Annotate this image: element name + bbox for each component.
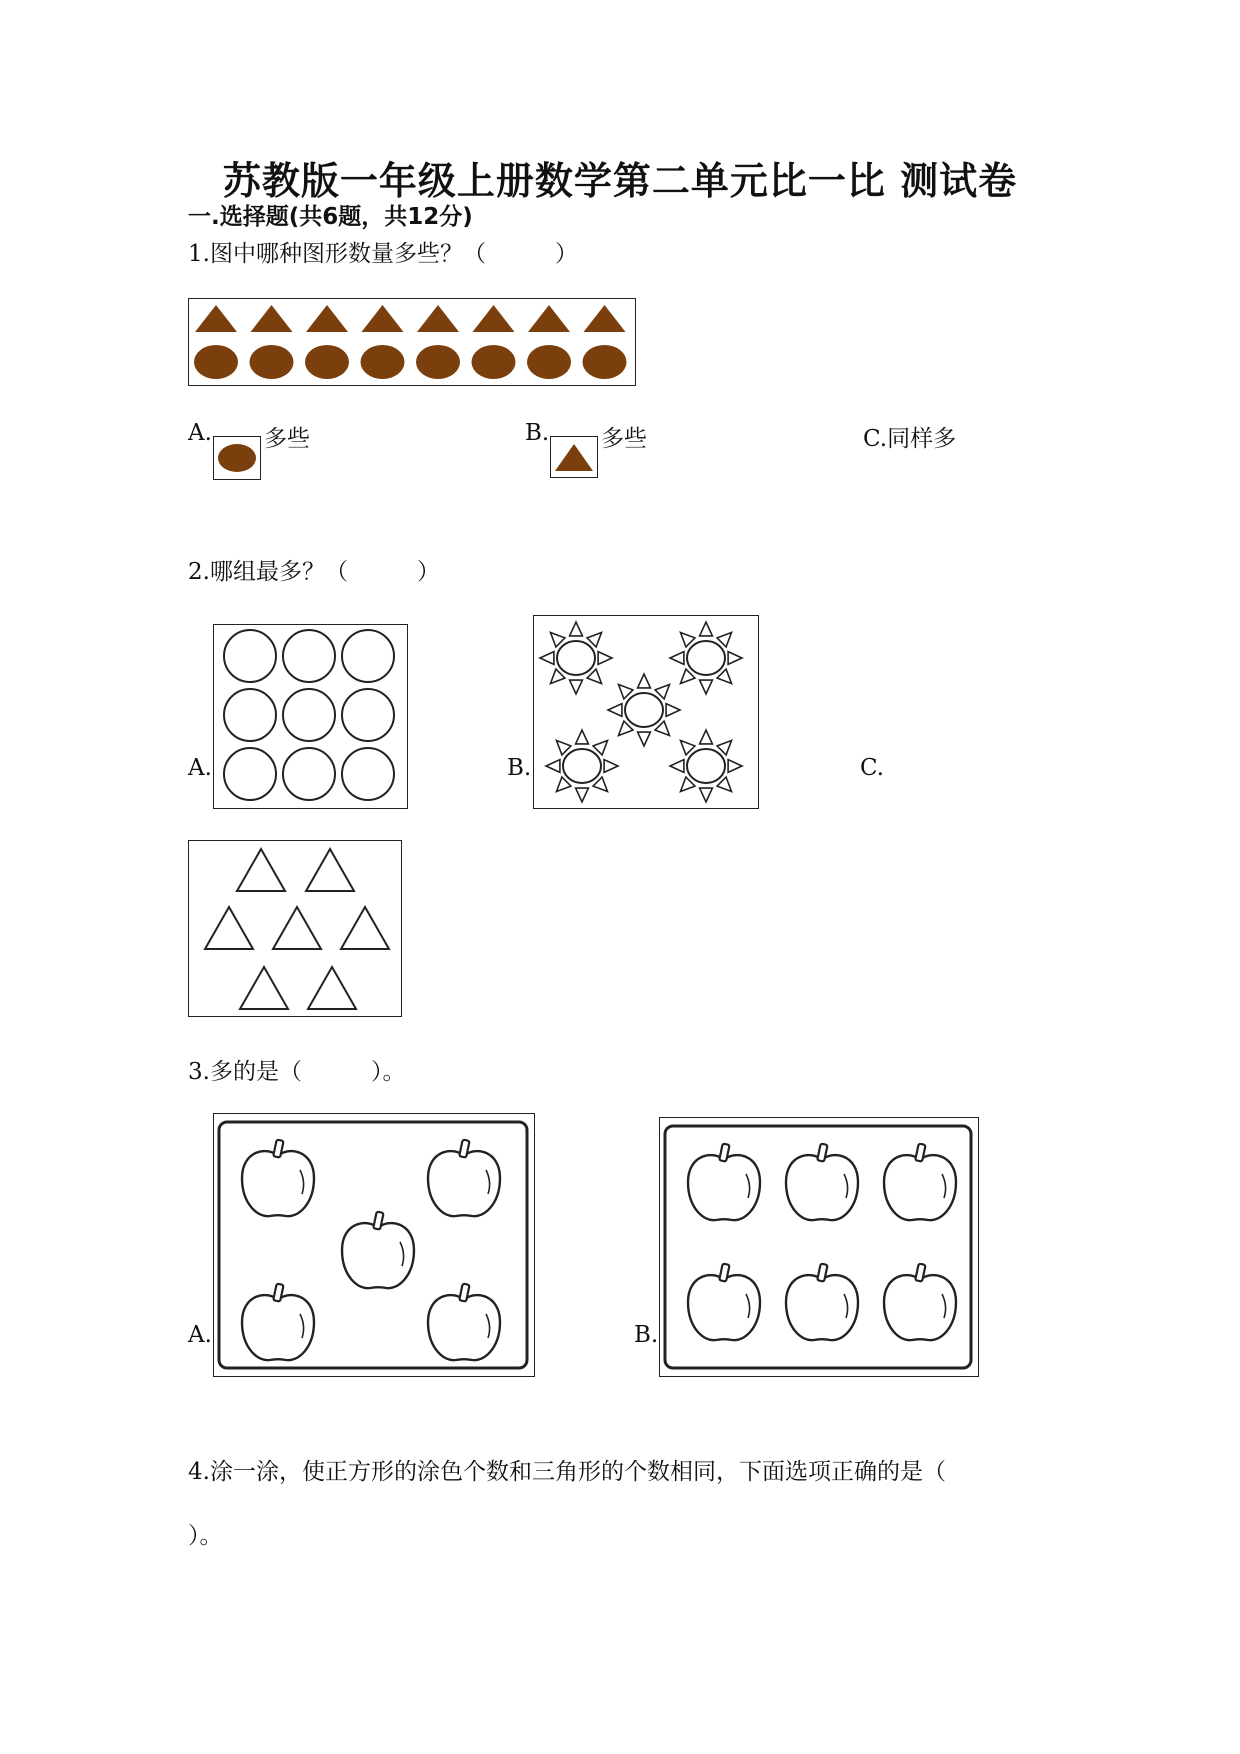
question-4	[188, 1453, 946, 1486]
q1-shapes-figure	[188, 298, 636, 386]
apple-icon	[884, 1264, 956, 1341]
question-4-continued: ）。	[188, 1523, 223, 1549]
option-text: 同样多	[887, 426, 957, 452]
apple-icon	[688, 1264, 760, 1341]
q3-apples-b-figure	[659, 1117, 979, 1377]
question-number: 3.	[188, 1059, 210, 1085]
sun-shape	[670, 622, 742, 694]
circle-shape	[305, 345, 349, 379]
q2-option-a[interactable]: A.	[188, 755, 212, 781]
sun-shape	[608, 674, 680, 746]
circle-shape	[527, 345, 571, 379]
triangle-shape	[237, 849, 285, 891]
apple-icon	[786, 1264, 858, 1341]
q2-circles-figure	[213, 624, 408, 809]
question-2	[188, 553, 440, 586]
q2-option-c[interactable]: C.	[860, 755, 885, 781]
option-letter: C.	[863, 426, 888, 452]
triangle-shape	[308, 967, 356, 1009]
circle-shape	[583, 345, 627, 379]
triangle-shape	[417, 305, 459, 332]
circle-shape	[224, 630, 276, 682]
q1-option-c[interactable]	[863, 420, 956, 453]
circle-shape	[283, 630, 335, 682]
circle-shape	[194, 345, 238, 379]
question-text: 图中哪种图形数量多些？（ ）	[209, 241, 578, 267]
apple-icon	[688, 1144, 760, 1221]
circle-shape	[250, 345, 294, 379]
q1-option-b-text: 多些	[601, 426, 647, 452]
apple-icon	[428, 1140, 500, 1217]
triangle-shape	[306, 849, 354, 891]
q3-apples-a-figure	[213, 1113, 535, 1377]
triangle-shape	[205, 907, 253, 949]
question-number: 4.	[188, 1459, 210, 1485]
apple-icon	[786, 1144, 858, 1221]
option-letter: A.	[188, 420, 212, 446]
sun-shape	[670, 730, 742, 802]
section-heading: 一.选择题(共6题，共12分)	[188, 204, 473, 230]
q3-option-b[interactable]: B.	[634, 1322, 659, 1348]
triangle-shape	[240, 967, 288, 1009]
circle-shape	[283, 689, 335, 741]
apple-icon	[242, 1284, 314, 1361]
question-number: 2.	[188, 559, 210, 585]
circle-shape	[283, 748, 335, 800]
triangle-shape	[251, 305, 293, 332]
triangle-shape	[306, 305, 348, 332]
triangle-shape	[362, 305, 404, 332]
triangle-shape	[528, 305, 570, 332]
circle-shape	[472, 345, 516, 379]
apple-icon	[428, 1284, 500, 1361]
apple-icon	[242, 1140, 314, 1217]
circle-shape	[342, 630, 394, 682]
question-text: 涂一涂，使正方形的涂色个数和三角形的个数相同，下面选项正确的是（	[209, 1459, 946, 1485]
triangle-shape	[341, 907, 389, 949]
apple-icon	[884, 1144, 956, 1221]
triangle-shape	[584, 305, 626, 332]
triangle-shape	[195, 305, 237, 332]
q1-option-a-text: 多些	[264, 426, 310, 452]
worksheet-title: 苏教版一年级上册数学第二单元比一比 测试卷	[222, 159, 1018, 203]
triangle-shape	[473, 305, 515, 332]
q2-suns-figure	[533, 615, 759, 809]
question-number: 1.	[188, 241, 210, 267]
sun-shape	[546, 730, 618, 802]
question-3	[188, 1053, 405, 1086]
q2-option-b[interactable]: B.	[507, 755, 532, 781]
circle-shape	[342, 689, 394, 741]
apple-icon	[342, 1212, 414, 1289]
circle-shape	[224, 689, 276, 741]
question-text: 哪组最多？（ ）	[209, 559, 440, 585]
q1-option-a[interactable]	[188, 420, 212, 446]
question-text: 多的是（ ）。	[209, 1059, 406, 1085]
circle-shape	[361, 345, 405, 379]
q3-option-a[interactable]: A.	[188, 1322, 212, 1348]
q1-option-b[interactable]	[525, 420, 549, 446]
circle-shape	[224, 748, 276, 800]
triangle-shape	[273, 907, 321, 949]
circle-shape	[416, 345, 460, 379]
question-1	[188, 235, 578, 268]
option-letter: B.	[525, 420, 550, 446]
sun-shape	[540, 622, 612, 694]
triangle-icon	[550, 436, 598, 478]
q2-triangles-figure	[188, 840, 402, 1017]
circle-shape	[342, 748, 394, 800]
circle-icon	[213, 436, 261, 480]
